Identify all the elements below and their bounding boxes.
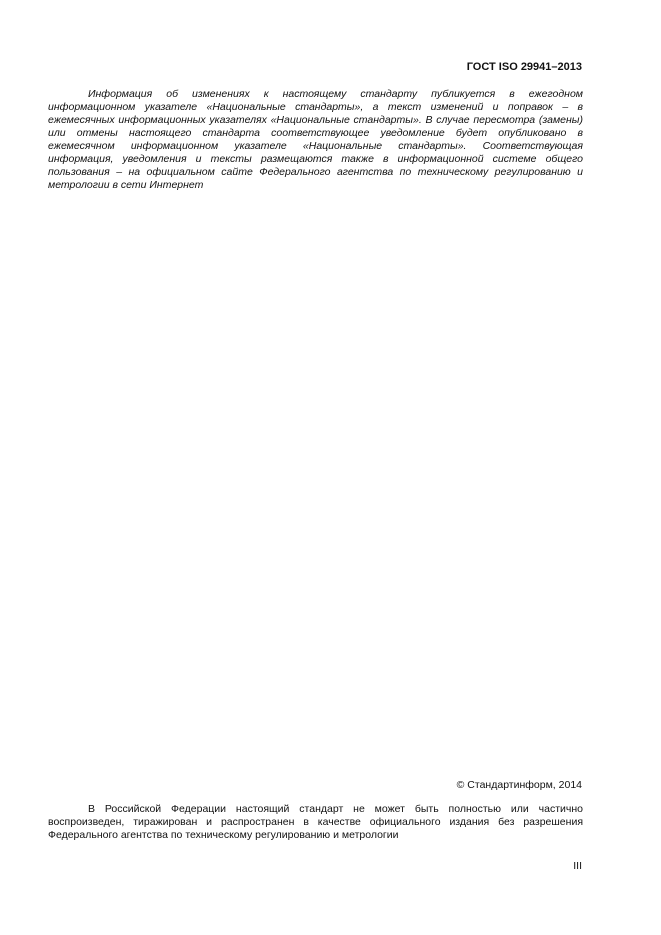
reproduction-rights bbox=[48, 803, 583, 842]
copyright-line: © Стандартинформ, 2014 bbox=[456, 779, 582, 791]
reproduction-rights-text: В Российской Федерации настоящий стандарт не может быть полностью или частично воспроизведен, тиражирован и распространен в качестве официального издания без разрешения Федерального агентства по техническому регулированию и метрологии bbox=[48, 803, 583, 841]
amendments-notice bbox=[48, 88, 583, 192]
page-number: III bbox=[573, 860, 582, 872]
amendments-notice-text: Информация об изменениях к настоящему стандарту публикуется в ежегодном информационном указателе «Национальные стандарты», а текст изменений и поправок – в ежемесячных информационных указателях «Национальные стандарты». В случае пересмотра (замены) или отмены настоящего стандарта соответствующее уведомление будет опубликовано в ежемесячном информационном указателе «Национальные стандарты». Соответствующая информация, уведомления и тексты размещаются также в информационной системе общего пользования – на официальном сайте Федерального агентства по техническому регулированию и метрологии в сети Интернет bbox=[48, 88, 583, 191]
standard-id-header: ГОСТ ISO 29941–2013 bbox=[466, 61, 582, 73]
